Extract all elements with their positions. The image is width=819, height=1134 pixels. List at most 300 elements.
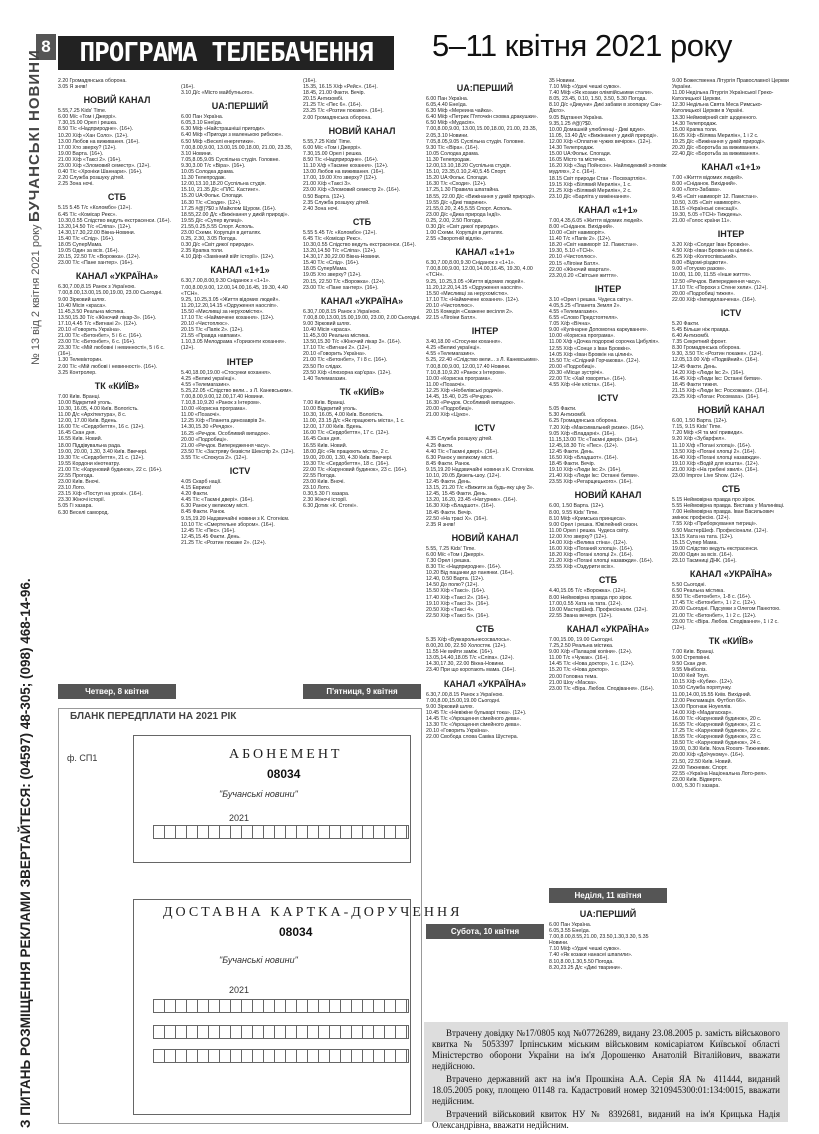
program-line: 10.00 «Корисна програма». [549,333,615,340]
program-line: 3.25 Контролер. [58,369,97,376]
program-line: 14.30 Телепродаж. [672,120,718,127]
program-line: 11.10 Х/ф «Погані хлопці». (16+). [672,442,752,449]
program-line: 6.50 М/ф «Мудасія». [426,120,476,127]
program-line: 18.15 «Українські сенсації». [672,205,739,212]
program-line: 23.00 Т/с «Віра. Любов. Сподівання». (16+). [549,685,655,692]
program-line: 9.35,1.25 #@)?$0. [549,120,593,127]
program-line: 9.00 Стрепвінні. [672,654,711,661]
program-line: 11.00 Х/ф «Дочка подорожі сорочка Цибулія». [549,339,660,346]
program-line: 8.45 Факти. Ранок. [181,509,226,516]
program-line: 7.00 Київ. Вранці. [303,399,346,406]
program-line: 6.45 Т/с «Комісар Рекс». [58,211,117,218]
program-line: 21.00 «Речдок. Випередження часу». [181,442,271,449]
program-line: 7.20 М/ф «Я та мої привиди». [672,430,744,437]
program-line: 19.00, 0.30 Київ. Nova Roosm- Тижневик. [672,746,770,753]
program-line: 21.00 Т/с «Каруновий будинок», 22 с. (16+). [58,466,163,473]
left-strip [0,0,56,1134]
program-line: 5.05 Факти. [549,406,577,413]
program-line: 8.50 Т/с «Надприродне». (16+). [58,126,134,133]
program-line: 7.05 Х/ф «Вічна». [549,321,592,328]
channel-heading: ІНТЕР [471,326,499,337]
program-line: 6.05,3.55 Енеїда. [549,928,591,935]
channel-heading: СТБ [352,216,372,227]
program-line: 9.30 Т/с «Віра». (16+). [426,144,479,151]
form-code: ф. СП1 [67,753,98,763]
page-title: ПРОГРАМА ТЕЛЕБАЧЕННЯ [58,36,394,70]
program-line: 7.10 М/ф «Удачі чешкі сувок». [549,84,621,91]
day-band-friday: П'ятниця, 9 квітня [303,684,421,699]
program-line: 18.55, 22.00 Д/с «Вижінання у дикій природі». [426,193,536,200]
program-line: 19.00, 20.00, 1.30, 4.30 Київ. Ввечері. [303,454,393,461]
program-line: 3.10 «Орел і решка. Чудеса світу». [549,296,633,303]
program-line: 5.55, 7.25 Kids' Time. [426,545,476,552]
program-line: 7.40 М/ф «Як козаки олімпійськими стали». [549,90,654,97]
program-line: 17.40 Х/ф «Таксі 2». (16+). [426,594,490,601]
program-line: 8.05, 23.45, 0.10, 1.50, 3.50, 5.30 Погода. [549,96,647,103]
delivery-month-grid[interactable] [153,999,409,1013]
program-line: 9.20 Х/ф «Зубарфел». [672,436,726,443]
program-line: 8.45 Факти. Ранок. [426,460,471,467]
program-line: 0.50 Варта. (12+). [303,193,346,200]
subscription-newspaper-name: "Бучанські новини" [219,789,298,799]
program-line: 4.10 Д/ф «Замінний війт історії». (12+). [181,254,275,261]
program-line: 23.00 Т/с «Пане хантер». (16+). [303,284,379,291]
program-line: 20.15 Т/с «Папік 2». (12+). [181,327,244,334]
program-line: 6.05,3.10 Енеїда. [181,120,223,127]
program-line: 5.20 Факти. [672,320,700,327]
program-line: 16.30 Т/с «Сходи». (12+). [181,199,242,206]
program-line: 19.05 Один за всіх. (16+). [58,248,119,255]
program-line: 11.00,14.00,15.55 Київ. Вихідний. [672,691,752,698]
program-line: 5.50 Сьогодні. [672,582,706,589]
program-line: 14.45 Т/с «Нова доктор», 1 с. (12+). [549,661,635,668]
page-number: 8 [36,34,56,60]
program-line: 20.00 Головна тема. [549,673,598,680]
program-line: 18.20 Х/ф «Погані хлопці 2». (16+). [549,552,633,559]
program-line: 8.10 Д/с «Дикуни» Дикі забави в зоопарку Сан-Дієго». [549,102,662,115]
program-line: 2.30 Жіночі історії. [303,497,348,504]
program-line: 19.00 Слідство ведуть екстрасенси. [672,545,759,552]
program-line: 17.00 Хто зверху? (12+). [58,144,117,151]
program-line: 10.00 «Світ навиворіт». [549,230,606,237]
channel-heading: UA:ПЕРШИЙ [211,101,269,112]
program-line: 18.45 Факти тижня. [672,381,719,388]
program-line: 12.45 Факти. День. [426,479,472,486]
program-line: 17.10 Т/с «Порохи з Стене хели». (12+). [672,284,768,291]
program-line: 15.50 Х/ф «Таксі». (16+). [426,588,486,595]
program-line: 23.50 Х/ф «Ілюзорна кар'єра». (12+). [303,369,392,376]
program-line: 23.55 Х/ф «Оздурити всіх». [549,564,615,571]
program-line: 9.00 Зірковий шлях. [426,703,474,710]
program-line: 10.50, 3.05 «Світ навиворіт». [672,199,742,206]
program-line: 19.30, 5.10 «ТСН». [549,248,595,255]
program-line: 9.00 «Кулінарне Допомогна каркування». [549,327,649,334]
program-line: 12.45 Т/с «Пес». (16+). [181,527,236,534]
program-line: 18.00 Д/с «Як працюють міста», 2 с. [303,448,390,455]
channel-heading: СТБ [475,623,495,634]
program-line: 22.00 Т/с «Хай говорять». (16+). [549,376,627,383]
channel-heading: НОВИЙ КАНАЛ [451,532,519,543]
program-line: 7.00 Київ. Вранці. [672,648,715,655]
channel-heading: НОВИЙ КАНАЛ [328,125,396,136]
schedule-column-7 [549,904,667,971]
program-line: 1.00 Схеми. Корупція в деталях. [426,230,504,237]
program-line: 19.55 Кордони кінотеатру. [58,460,120,467]
program-line: 10.50 Служба порятунку. [672,685,732,692]
program-line: 6.50 Реальна містика. [672,588,725,595]
program-line: 4.40 Т/с «Таємні двері». (16+). [426,448,499,455]
program-line: 23.00 Схеми. Корупція в деталях. [181,229,262,236]
program-line: 6.00 Пан Україна. [181,114,224,121]
program-line: 16.05 Х/ф «Білява Мерилін», 1 і 2 с. [672,132,759,139]
program-line: 10.20 Від пацанки до панянки. (16+). [426,570,514,577]
program-line: 20.10 «Говорить Україна». [303,351,367,358]
program-line: 12.45 Факти. День. [672,363,718,370]
program-line: 2.35 Я зняв! [426,521,455,528]
program-line: 2.35 Служба розшуку дітей. [303,199,370,206]
program-line: 4.20 Факти. [181,491,209,498]
program-line: 23.50 Т/с «Застряву безвісти Шекспір 2». (12+). [181,448,295,455]
program-line: 8.00 «Відомі-різдвоти». [672,260,728,267]
program-line: 11.55 Не вийти заміж. (16+). [426,649,494,656]
program-line: 9.00 Х/ф «Палацові коліни». (12+). [549,649,633,656]
program-line: 21.55,0.25,5.55 Спорт. Асполь. [181,223,255,230]
program-line: 2.20 Громадянська оборона. [58,78,127,84]
program-line: 14.30,15.30 «Речдок». [181,424,234,431]
program-line: 16.40 Х/ф «Погані хлопці назавжди». [672,454,761,461]
program-line: 20.20 Д/с «Боротьба за виживання». [672,145,760,152]
program-line: 16.45 Скан дня. [303,436,341,443]
program-line: 16.55 Т/с «Каруновий будинок», 21 с. [672,721,762,728]
program-line: 15.40 Т/с «Слід». (16+). [58,235,115,242]
program-line: 11.40 Т/с «Папік 2». (12+). [549,236,612,243]
program-line: 14.30 Телепродаж. [549,145,595,152]
program-line: 22.55 Прогода. [58,472,94,479]
program-line: 0.25, 2.00, 2.50 Погода. [426,217,483,224]
program-line: 18.05 СуперМама. [303,266,348,273]
program-line: 15.35, 16.15 Х/ф «Рейс». (16+). [303,84,378,91]
program-line: 22.00 Свобода слова Савіка Шустера. [426,734,519,741]
program-line: 7.00,8.00,9.00, 13.00,15.00,18.00, 21.00, 23.35, 2.05,3.10 Новини. [426,126,538,139]
schedule-column-4 [426,78,544,740]
program-line: 19.05 Хто зверху? (12+). [303,272,362,279]
program-line: 16.05 Місто та містечко. [549,157,607,164]
program-line: 6.00 Пан Україна. [426,96,469,102]
program-line: 23.25 Т/с «Розтин покаже». (16+). [303,108,384,115]
program-line: 23.10 Лото. [303,485,331,492]
program-line: 7.00 Неймовірна правда. Іван Васильович змінює професію. (12+). [672,509,774,522]
program-line: 11.00 «Позаочі». [181,412,221,419]
program-line: 5.15 Неймовірна правда про зірок. [672,497,756,504]
notice-1: Втрачену довідку №17/0805 код №07726289, видану 23.08.2005 р. замість військового квитка № 5053397 Ірпінським міським військовим комісаріатом Київської області Міністерство оборони України на ім'я Дорошенко Анатолій Віталійович, вважати недійсною. [432,1028,780,1071]
program-line: 12.00, 17.00 Київ. Вдень. [303,424,363,431]
program-line: 7.15, 9.15 Kids' Time. [672,424,722,431]
program-line: 7.00,8.00,13.00,15.00,19.00, 23.00, 2.00 Сьогодні. [303,314,421,321]
program-line: 4.50 Х/ф «Іван Бровкін на цілині». [672,248,754,255]
program-line: 22.55 Погода. [303,472,336,479]
delivery-name-grid[interactable] [153,1049,409,1063]
program-line: 1.10,3.05 Мелодрама «Горизонти кохання». (12+). [181,339,286,352]
channel-heading: ІНТЕР [226,356,254,367]
program-line: 18.20 «Світ навиворіт 12. Пакистан». [549,242,639,249]
program-line: 14.45 Т/с «Укрощення сімейного дева». [426,715,521,722]
program-line: 14.30,17.30, 22.00 Вікна-Новини. [426,661,505,668]
program-line: 2.00 Громадянська оборона. [303,114,372,121]
program-line: 20.00 Сьогодні. Підсумки з Олегом Панютою. [672,606,781,613]
program-line: 4.55 Х/ф «Не кліста». (16+). [549,382,616,389]
program-line: 19.30 Т/с «Сердобеття», 18 с. (16+). [303,460,390,467]
program-line: 10.30, 16.05, 4.00 Київ. Вологість. [303,412,384,419]
channel-heading: ICTV [597,393,619,404]
program-line: 6.00 М/с «Том і Джеррі». [58,114,117,121]
program-line: 6.00 Пан Україна. [549,922,592,928]
program-line: 23.20,0.20 «Світське життя». [549,272,619,279]
channel-heading: КАНАЛ «УКРАЇНА» [75,271,159,282]
channel-heading: КАНАЛ «УКРАЇНА» [566,623,650,634]
program-line: 9.00 Орел і решка. Ювілейний сезон. [549,521,639,528]
program-line: 7.00,8.00,9.00, 12.00,14.00,16.45, 19.30, 4.40 «ТСН». [181,284,288,297]
program-line: 7.30,15.00 Орел і решка. [303,150,363,157]
program-line: 10.10 Т/с «Смертельне збором». (16+). [181,521,275,528]
program-line: 20.15 «Лігоіни Батл». [549,260,600,267]
delivery-newspaper-name: "Бучанські новини" [219,955,298,965]
program-line: 23.55 Х/ф «Регарщецького». (16+). [549,479,633,486]
program-line: 9.00 «Готуємо разом». [672,266,727,273]
program-line: 15.50 «Мисливці за нерухомістю». [426,290,509,297]
program-line: 6.00 М/с «Том і Джеррі». [303,144,362,151]
program-line: 21.25 Х/ф «Білявий Мерилін», 2 с. [549,187,632,194]
program-line: 18.05 СуперМама. [58,241,103,248]
program-line: 8.30 Т/с «Надприродне». (16+). [426,564,502,571]
program-line: 10.10, 20.05 Дизель-шоу. (12+). [426,472,501,479]
program-line: 12.00 Хто зверху? (12+). [549,533,608,540]
ads-contact: З ПИТАНЬ РОЗМІЩЕННЯ РЕКЛАМИ ЗВЕРТАЙТЕСЯ: (04597) 48-305; (098) 468-14-96. [18,578,33,1128]
program-line: 19.00 МастерШеф. Професіонали. (12+). [549,606,648,613]
channel-heading: КАНАЛ «УКРАЇНА» [320,295,404,306]
program-line: 6.25 Громадянська оборона. [549,418,618,425]
program-line: 6.30,7.00,8.00,9.30 Сніданок з «1+1». [181,278,271,285]
program-line: 21.00 Х/ф «Таксі 2». (16+). [58,156,122,163]
program-line: 21.20 Х/ф «Погані хлопці назавжди». (16+). [549,558,654,565]
program-line: 15.50 Т/с «Слідний Горчакова». (12+). [549,357,640,364]
program-line: 23.00 Т/с «Пане хантер». (16+). [58,260,134,267]
program-line: 6.30 Веселі самород. [58,509,109,516]
program-line: 8.00 «Сніданок. Вихідний». [549,223,615,230]
program-line: 5.55 Неймовірна правда. Вистава у Малинівці. [672,503,785,510]
program-line: 4.55 «Телемагазин». [181,381,231,388]
program-line: 7.10 М/ф «Удачі чешкі сувок». [549,946,621,953]
program-line: 18.45 Факти. Вечір. [549,461,596,468]
program-line: 4.35 Служба розшуку дітей. [426,436,493,443]
program-line: 8.50 Т/с «Бетонбет», 1-8 с. (16+). [672,594,752,601]
program-line: 9.30, 3.50 Т/с «Розтин покаже». (12+). [672,351,763,358]
program-line: 10.00 «Корисна програма». [181,406,247,413]
program-line: 6.05,4.40 Енеїда. [426,102,468,109]
program-line: 6.00 М/с «Том і Джеррі». [426,551,485,558]
program-line: 5.35 Х/ф «Буккарольнесосвалось». [426,636,511,643]
program-line: 15.50 «Мисливці за нерухомістю». [181,308,264,315]
program-line: 7.00,4.35,6.05 «Життя відомих людей». [549,217,644,224]
program-line: 9.15,19.20 Надзвичайні новини з К. Стогнієм. [426,466,535,473]
program-line: 3.40,18.00 «Стосунки кохання». [426,339,502,346]
delivery-index: 08034 [279,925,313,939]
program-line: 20.15 Антизомбі. [303,96,344,103]
program-line: 12.45,18.30 Т/с «Пес». (12+). [549,442,619,449]
program-line: 13.00 Любов на виживання. (16+). [58,138,140,145]
program-line: 7.05,8.05,9.05 Суспільна студія. Головне. [181,156,280,163]
newspaper-name: БУЧАНСЬКІ НОВИНИ [26,49,43,222]
program-line: 13.20,14.50 Т/с «Сліпа». (12+). [303,248,377,255]
program-line: 12.40, 0.50 Варта. (12+). [426,576,485,583]
channel-heading: ICTV [474,423,496,434]
program-line: 20.10 «Говорить Україна». [58,327,122,333]
program-line: 22.55 Звана вечеря. (12+). [549,612,613,619]
program-line: 19.15 Х/ф «Білявий Мерилін», 1 с. [549,181,632,188]
program-line: 10.00 Кей Тоуп. [672,673,710,680]
program-line: 20.10 «Чистоплюс». [181,321,230,328]
program-line: 14.00 Х/ф «Велика стіна». (12+). [549,540,628,546]
program-line: 21.00 Х/ф «Цуко». [426,412,470,419]
channel-heading: КАНАЛ «УКРАЇНА» [689,569,773,580]
notice-2: Втрачено державний акт на ім'я Прошкіна А.А. Серія ЯА № 411444, виданий 18.05.2005 року, площею 01148 га. Кадастровий номер 3210945300:01:134:0015, вважати недійсним. [432,1074,780,1106]
program-line: 13.50 Х/ф «Погані хлопці 2». (16+). [672,448,756,455]
program-line: 12.00,13.10,18.20 Суспільна студія. [181,181,266,188]
program-line: 18.00 Піддівувальна рада. [58,442,122,449]
program-line: 6.00, 1.50 Варта. (12+). [672,418,728,425]
program-line: 4.45 Т/с «Таємні двері». (16+). [181,497,254,504]
program-line: 21.25 Т/с «Розтин покаже 2». (12+). [181,539,267,546]
program-line: (16+). [181,84,195,90]
program-line: 5.15 5.45 Т/с «Коломбо» (12+). [58,205,132,212]
program-line: 0.40 Т/с «Хроніки Шаннари». (16+). [58,169,143,176]
program-line: 2.00 Т/с «Мій любові і невинності». (16+). [58,363,158,370]
channel-heading: ICTV [720,307,742,318]
program-line: 6.40 М/ф «Петрик П'яточкін сховка дракушки». [426,114,539,121]
program-line: 17.10 Т/с «Наймичене кохання». (12+). [181,315,275,321]
program-line: 9.25, 10.25,3.05 «Життя відомих людей». [181,296,280,303]
program-line: 9.05 Відтання Україна. [549,114,604,121]
program-line: 21.50, 22.50 Київ. Новий. [672,758,732,765]
schedule-column-1 [58,78,176,516]
program-line: 17.45 Т/с «Бетонбет», 1 і 2 с. (12+). [672,600,757,607]
program-line: 13.00 Любов на виживання. (16+). [303,169,385,176]
subscription-month-grid[interactable] [153,825,409,839]
program-line: 0.25, 2.30, 3.05 Погода. [181,236,238,243]
program-line: 19.25 Д/с «Вижінання у дикій природі». [672,138,766,145]
subscription-form-title: БЛАНК ПЕРЕДПЛАТИ НА 2021 РІК [66,711,240,722]
program-line: 10.30,0.55 Слідство ведуть екстрасенси. (16+). [303,241,416,248]
program-line: 23.15 Х/ф «Поступ на урозі». (16+). [58,491,143,498]
program-line: 9.05 Х/ф «Владарні». (16+). [549,430,616,437]
program-line: 6.30 Ранок у великому місті. [181,503,249,510]
program-line: 6.30,7.00,8.00,9.30 Сніданок з «1+1». [426,260,516,267]
program-line: 23.10 Лото. [58,485,86,492]
channel-heading: ІНТЕР [594,283,622,294]
program-line: 3.55 Т/с «Спокуса 2». (12+). [181,454,248,461]
program-line: 10.20 Х/ф «Хан Соло». (12+). [58,132,129,139]
program-line: 7.25,2.50 Реальна містика. [549,643,614,650]
program-line: 20.15, 22.50 Т/с «Ворожка». (12+). [303,278,386,285]
program-line: 16.45 Х/ф «Люди Ікс: Останні битви». [672,375,763,382]
program-line: 6.30,7.00,8.15 Ранок з Україною. [426,691,504,698]
program-line: 20.10 «Говорить Україна». [426,728,490,735]
notice-3: Втрачений військовий квиток НУ № 8392681, виданий на ім'я Крицька Надія Олександрівна, вважати недійсним. [432,1109,780,1130]
program-line: 12.00 Х/ф «Оплатне чужих вечірок». (12+). [549,138,652,145]
program-line: 19.10 Х/ф «Таксі 3». (16+). [426,600,490,607]
program-line: 10.40 Місія «краса». [58,302,107,309]
program-line: 12.30 Недільна Свята Меса Римсько-Католицької Церкви в Україні. [672,102,763,115]
program-line: 5.55,7.25 Kids' Time. [58,108,107,115]
program-line: 10.30, 16.05, 4.00 Київ. Вологість. [58,405,139,412]
program-line: 5.55 5.45 Т/с «Коломбо» (12+). [303,229,377,236]
program-line: 21.25 Т/с «Пес 6». (16+). [303,102,362,109]
program-line: 8.00,20.00, 22.50 Холостяк. (12+). [426,643,507,650]
program-line: 14.30,17.30,22.00 Вікна-Новини. [58,229,136,236]
channel-heading: НОВИЙ КАНАЛ [697,405,765,416]
program-line: 22.15 «Лігоіни Батл». [426,315,477,322]
program-line: 17.00,0.55 Хата на тата. (12+). [549,600,622,607]
program-line: 8.10 М/ф «Кримська принцеса». [549,515,627,522]
program-line: 9.00 Божественна Літургія Православної Церкви України. [672,78,789,91]
program-line: 10.00 Відкритий уголь. [303,405,358,412]
program-line: 19.10 Х/ф «Люди Ікс 2». (16+). [549,467,622,474]
program-line: 11.10 Х/ф «Таємне кохання». (12+). [303,163,389,170]
program-line: 11.00 Д/с «Архітектура», 8 с. [58,412,127,419]
program-line: 23.10 Таємниці ДНК. (16+). [672,558,737,564]
channel-heading: КАНАЛ «1+1» [210,265,270,276]
program-line: 10.00 Домашній улюбленці - Дикі вдуи». [549,126,646,133]
program-line: 21.00 «Голос країни 11». [672,217,731,224]
program-line: 16.00 Т/с «Каруновий будинок», 20 с. [672,715,762,722]
program-line: 19.55 Д/с «Дикі тварини». [426,199,488,206]
program-line: 18.15 Світ природи Стан - Посвхартліо». [549,175,647,182]
delivery-address-grid[interactable] [153,1025,409,1039]
program-line: 17.10,4.45 Т/с «Вигнані 2». (12+). [58,320,138,327]
program-line: 7.10,8.10,9.20 «Ранок з Інтером». [426,369,507,376]
subscription-title: АБОНЕМЕНТ [229,747,343,762]
program-line: 14.20 Х/ф «Люди Ікс 2». (16+). [672,369,745,376]
program-line: 7.00,8.00,9.00,12.00,17.40 Новини. [181,393,264,400]
program-line: 0.30,5.30 Гі хазара. [303,491,350,498]
program-line: 21.15 Х/ф «Люди Ікс: Росхожаки». (16+). [672,387,769,394]
schedule-column-6 [672,78,790,789]
program-line: 16.00 Х/ф «Поганий хлопці». (16+). [549,546,634,553]
program-line: 5.55,7.25 Kids' Time. [303,138,352,145]
program-line: 11.20,12.20,14.15 «Одруження наосліп». [181,302,279,309]
program-line: 10.00 Відкритий уголь. [58,399,113,406]
schedule-column-5 [549,78,667,692]
program-line: 6.40 М/ф «Пригоди з маленькою рибкою». [181,132,283,139]
subscription-year: 2021 [229,813,250,823]
program-line: 7.00,8.00,15.00,19.00 Сьогодні. [426,697,501,704]
program-line: 2.25 Зона ночі. [58,181,94,188]
program-line: 11.45,3.50 Реальна містика. [58,308,125,315]
program-line: 21.40 Х/ф «Люди Ікс: Останні битви». [549,473,640,480]
program-line: 3.10 Д/с «Місто майбутнього». [181,90,254,97]
program-line: 23.25 Х/ф «Логан: Росомаха». (16+). [672,394,760,401]
program-line: 7.00 Київ. Вранці. [58,393,101,400]
program-line: 12.25 Х/ф «Планета динозаврів 3». [181,418,266,425]
program-line: 13.30 Т/с «Укрощення сімейного дева». [426,721,521,728]
program-line: 22.40 Д/с «Боротьба за виживання». [672,151,760,158]
program-line: 22.00 Х/ф «Імпедиланчена». (16+). [672,296,757,303]
program-line: 13.15, 21.20 Т/с «Вижити за будь-яку ціну 3». [426,485,535,492]
program-line: 6.30,7.00,8.15 Ранок з Україною. [58,284,136,291]
program-line: 23.10 Д/с «Барліта у вижіннання». [549,193,631,200]
program-line: 18.45, 21.00 Факти. Вечір. [303,90,365,97]
program-line: 17.10 Т/с «Наймичене кохання». (12+). [426,296,520,303]
program-line: 7.30 Орел і решка. [426,558,471,564]
